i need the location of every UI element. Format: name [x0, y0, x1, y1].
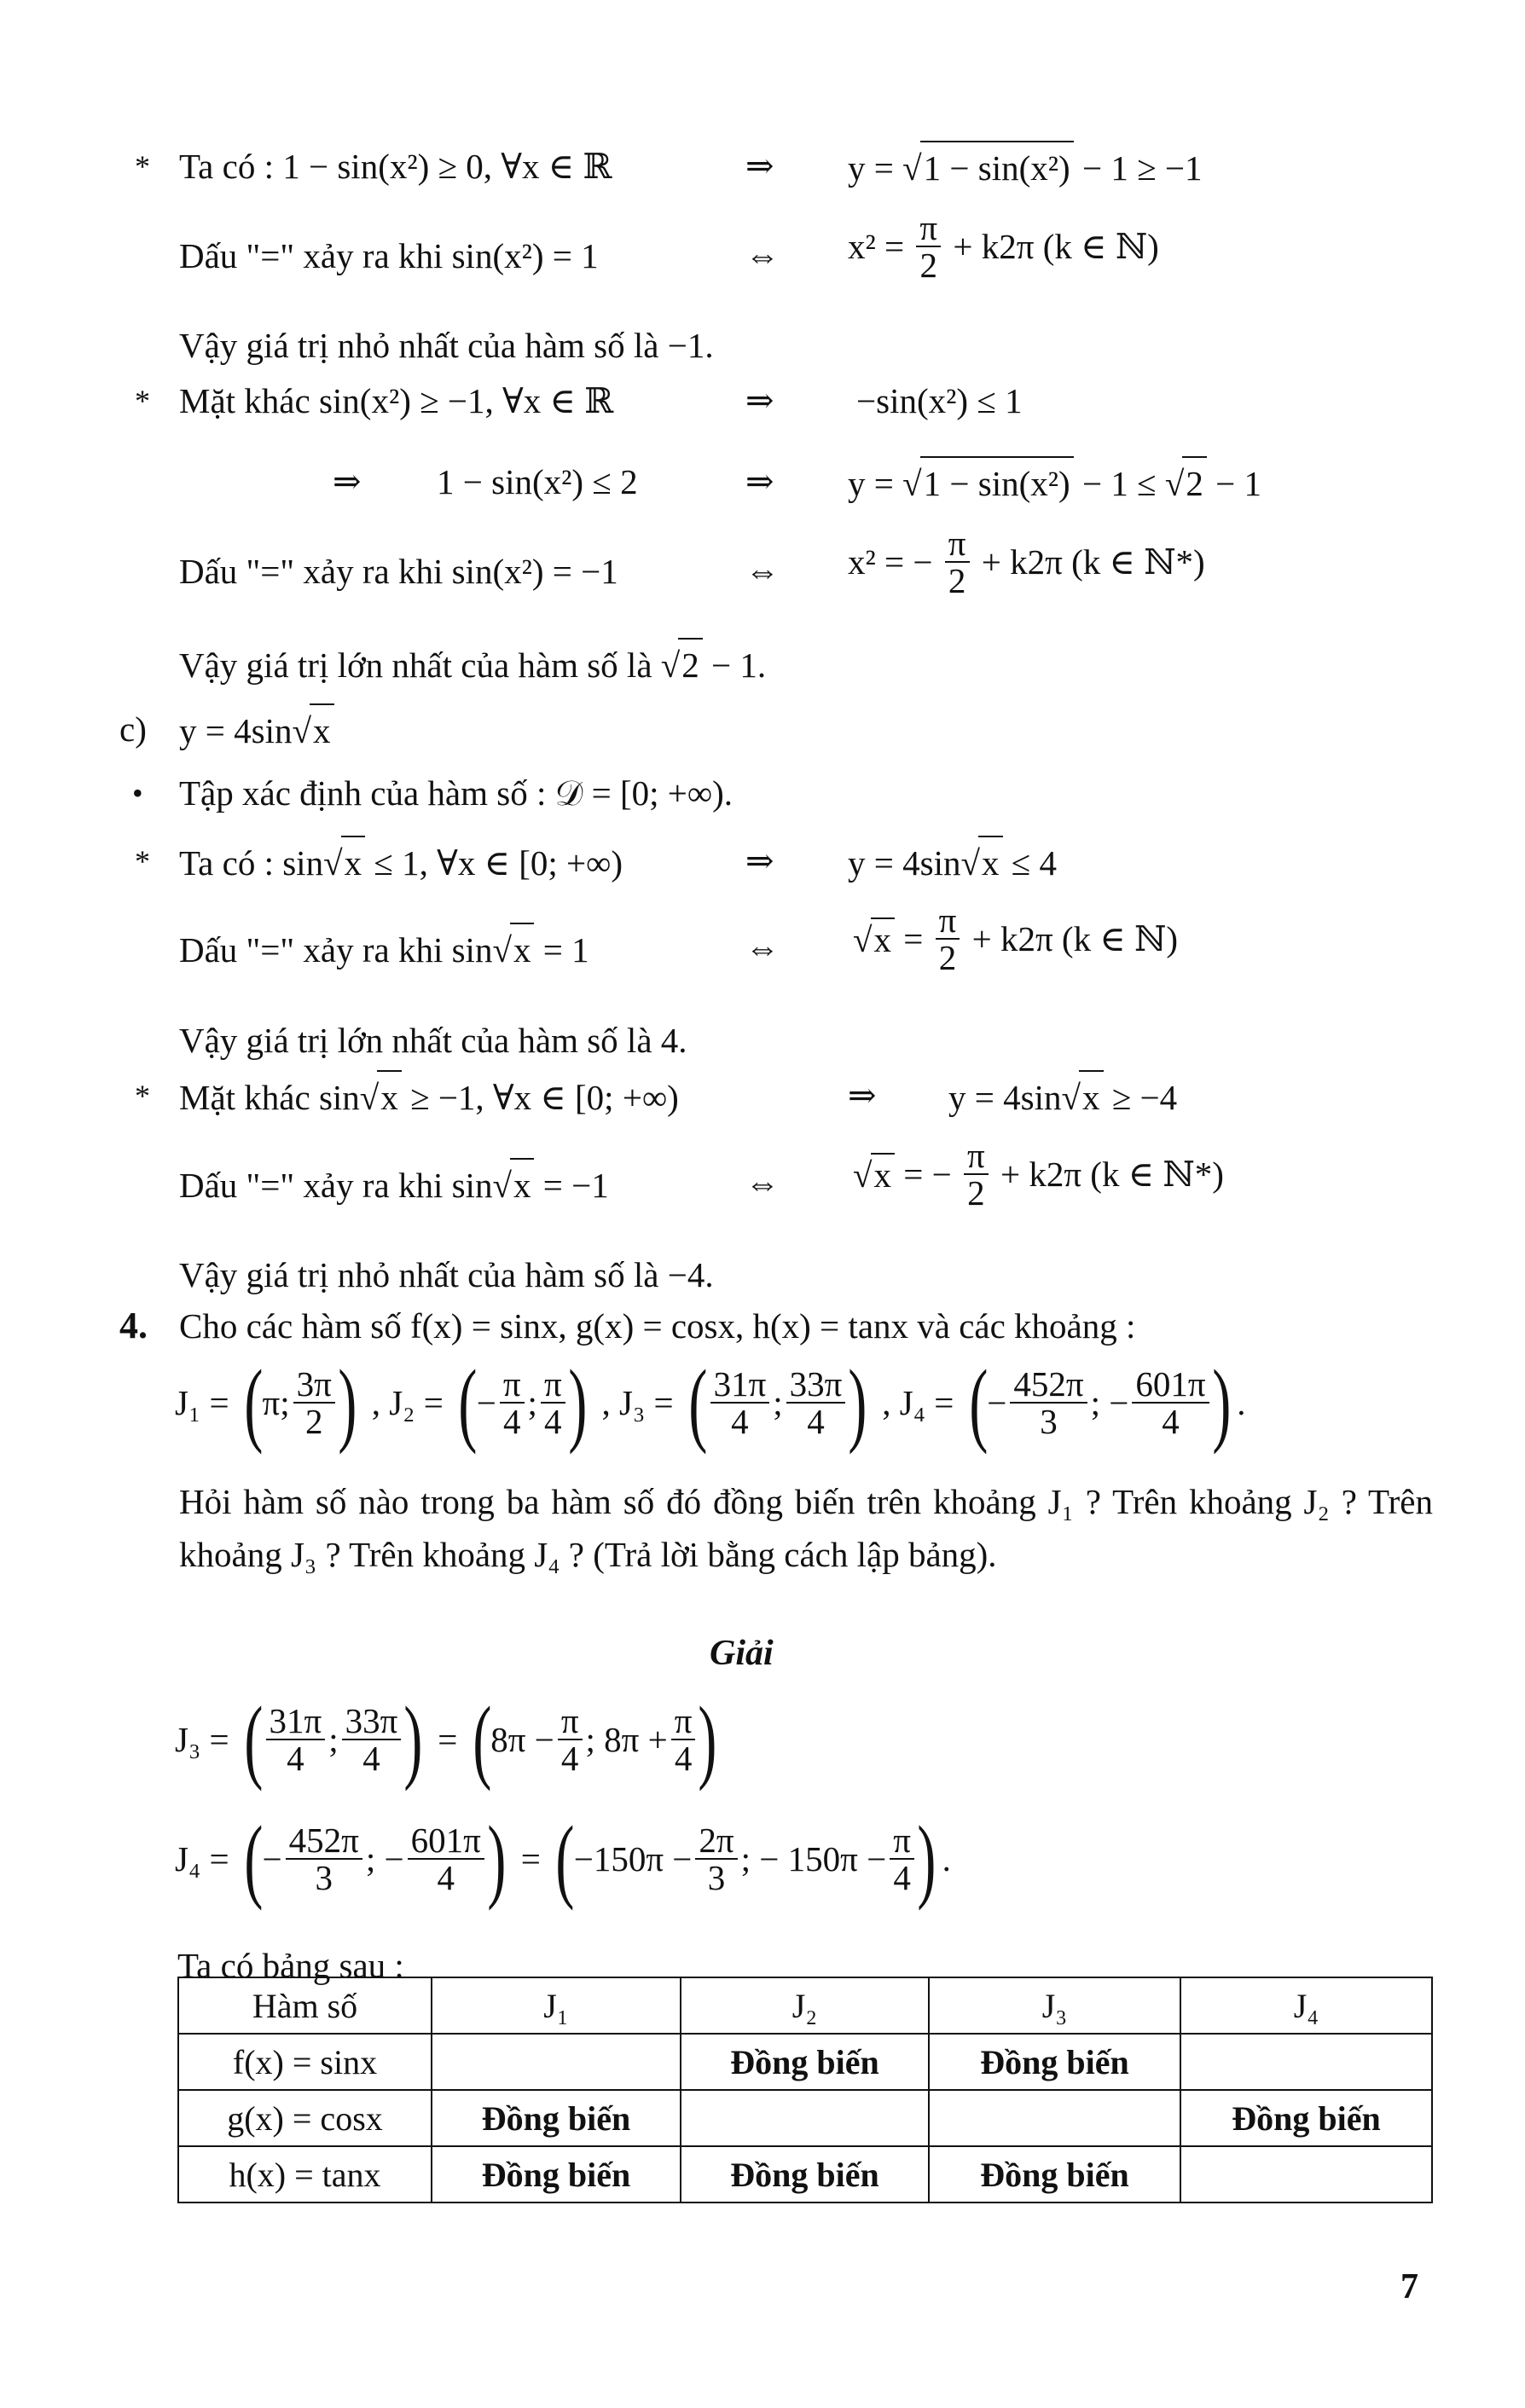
fraction: $\frac{\pi}{4}$: [500, 1366, 525, 1439]
sqrt-radicand: 2: [1182, 456, 1207, 509]
sqrt-radicand: x: [310, 703, 334, 756]
j3-equation: J₃ = ( $\frac{31\pi}{4}$ ; $\frac{33\pi}{4}$ ) = (8π − $\frac{\pi}{4}$ ; 8π + $\frac{\pi}{4}$ ): [175, 1687, 717, 1792]
expression: y = √1 − sin(x²) − 1 ≥ −1: [848, 141, 1202, 194]
expression: 1 − sin(x²) ≤ 2: [437, 462, 638, 501]
table-header-row: [178, 1977, 1432, 2034]
table-cell: Đồng biến: [432, 2146, 681, 2203]
equivalent-arrow: ⇔: [745, 552, 780, 590]
table-cell: Đồng biến: [1180, 2090, 1432, 2146]
j4-equation: J₄ = (− $\frac{452\pi}{3}$ ; − $\frac{601\pi}{4}$ ) = (−150π − $\frac{2\pi}{3}$ ; − 150π − $\frac{\pi}{4}$ ) .: [175, 1807, 951, 1911]
fraction: $\frac{33\pi}{4}$: [342, 1703, 402, 1776]
table-cell: Đồng biến: [681, 2146, 929, 2203]
equivalent-arrow: ⇔: [745, 1164, 780, 1202]
header-cell: J₄: [1180, 1977, 1432, 2034]
monotonicity-table: [177, 1977, 1433, 2203]
fraction: $\frac{601\pi}{4}$: [1132, 1366, 1209, 1439]
dot-bullet: •: [132, 776, 143, 810]
sqrt-radicand: x: [1079, 1070, 1104, 1123]
fraction: $\frac{\pi}{4}$: [558, 1703, 583, 1776]
sqrt-radicand: x: [871, 1153, 896, 1195]
intervals-definition: J₁ = (π; $\frac{3\pi}{2}$ ) , J₂ = (− $\frac{\pi}{4}$ ; $\frac{\pi}{4}$ ) , J₃ = ( $\frac{31\pi}{4}$ ; $\frac{33\pi}{4}$ ) , J₄ = (− $\frac{452\pi}{3}$ ; − $\frac{601\pi}{4}$ ) .: [175, 1351, 1246, 1455]
page-number: 7: [1400, 2267, 1418, 2307]
text: Dấu "=" xảy ra khi sin√x = 1: [179, 923, 589, 975]
sqrt-radicand: x: [510, 1158, 535, 1211]
fraction: $\frac{601\pi}{4}$: [408, 1822, 484, 1896]
table-cell: [432, 2034, 681, 2090]
header-cell: J₃: [929, 1977, 1180, 2034]
sqrt-radicand: x: [341, 836, 366, 889]
expression: −sin(x²) ≤ 1: [856, 381, 1023, 420]
header-cell: J₁: [432, 1977, 681, 2034]
fraction: $\frac{33\pi}{4}$: [786, 1366, 846, 1439]
implies-arrow: ⇒: [745, 842, 774, 880]
sqrt-radicand: 1 − sin(x²): [920, 456, 1074, 509]
function-cell: h(x) = tanx: [178, 2146, 432, 2203]
fraction: $\frac{\pi}{2}$: [964, 1137, 989, 1211]
fraction: $\frac{\pi}{4}$: [541, 1366, 565, 1439]
fraction: $\frac{452\pi}{3}$: [286, 1822, 362, 1896]
header-cell: Hàm số: [178, 1977, 432, 2034]
sqrt-radicand: 2: [678, 638, 703, 691]
implies-arrow: ⇒: [745, 147, 774, 185]
asterisk-bullet: *: [135, 384, 150, 418]
sqrt-radicand: x: [871, 917, 896, 960]
fraction: $\frac{2\pi}{3}$: [695, 1822, 737, 1896]
table-cell: [1180, 2146, 1432, 2203]
fraction: $\frac{\pi}{2}$: [945, 525, 970, 599]
equivalent-arrow: ⇔: [745, 236, 780, 275]
implies-arrow: ⇒: [333, 462, 362, 501]
text: Dấu "=" xảy ra khi sin(x²) = 1: [179, 236, 599, 275]
table-cell: [681, 2090, 929, 2146]
fraction: $\frac{31\pi}{4}$: [710, 1366, 770, 1439]
fraction: $\frac{452\pi}{3}$: [1010, 1366, 1087, 1439]
table-cell: [929, 2090, 1180, 2146]
asterisk-bullet: *: [135, 1079, 150, 1113]
expression: y = 4sin√x ≤ 4: [848, 836, 1057, 889]
table-intro: Ta có bảng sau :: [177, 1946, 404, 1985]
fraction: $\frac{3\pi}{2}$: [293, 1366, 335, 1439]
text: Dấu "=" xảy ra khi sin√x = −1: [179, 1158, 609, 1211]
fraction: $\frac{\pi}{2}$: [916, 210, 941, 283]
implies-arrow: ⇒: [848, 1076, 877, 1114]
sqrt-radicand: x: [377, 1070, 402, 1123]
function-cell: f(x) = sinx: [178, 2034, 432, 2090]
conclusion-text: Vậy giá trị lớn nhất của hàm số là 4.: [179, 1021, 687, 1060]
question-paragraph: Hỏi hàm số nào trong ba hàm số đó đồng biến trên khoảng J₁ ? Trên khoảng J₂ ? Trên khoảng J₃ ? Trên khoảng J₄ ? (Trả lời bằng cách lập bảng).: [179, 1482, 1433, 1574]
function-cell: g(x) = cosx: [178, 2090, 432, 2146]
table-row: [178, 2090, 1432, 2146]
implies-arrow: ⇒: [745, 462, 774, 501]
expression: y = 4sin√x ≥ −4: [948, 1070, 1177, 1123]
function-definition: y = 4sin√x: [179, 703, 334, 756]
problem-number: 4.: [119, 1305, 148, 1346]
domain-text: Tập xác định của hàm số : 𝒟 = [0; +∞).: [179, 773, 733, 813]
fraction: $\frac{\pi}{2}$: [936, 902, 960, 975]
table-cell: Đồng biến: [432, 2090, 681, 2146]
expression: √x = $\frac{\pi}{2}$ + k2π (k ∈ ℕ): [853, 900, 1179, 977]
expression: x² = − $\frac{\pi}{2}$ + k2π (k ∈ ℕ*): [848, 524, 1205, 600]
sqrt-radicand: x: [978, 836, 1003, 889]
asterisk-bullet: *: [135, 844, 150, 878]
equivalent-arrow: ⇔: [745, 929, 780, 967]
table-row: [178, 2034, 1432, 2090]
solution-heading: Giải: [710, 1634, 774, 1673]
text: Ta có : sin√x ≤ 1, ∀x ∈ [0; +∞): [179, 836, 623, 889]
expression: x² = $\frac{\pi}{2}$ + k2π (k ∈ ℕ): [848, 208, 1159, 285]
implies-arrow: ⇒: [745, 381, 774, 420]
sqrt-radicand: 1 − sin(x²): [920, 141, 1074, 194]
header-cell: J₂: [681, 1977, 929, 2034]
conclusion-text: Vậy giá trị nhỏ nhất của hàm số là −4.: [179, 1255, 714, 1294]
text: Mặt khác sin(x²) ≥ −1, ∀x ∈ ℝ: [179, 381, 614, 420]
table-cell: Đồng biến: [929, 2146, 1180, 2203]
table-row: [178, 2146, 1432, 2203]
conclusion-text: Vậy giá trị nhỏ nhất của hàm số là −1.: [179, 326, 714, 365]
fraction: $\frac{\pi}{4}$: [890, 1822, 914, 1896]
text: Dấu "=" xảy ra khi sin(x²) = −1: [179, 552, 618, 591]
table-cell: Đồng biến: [929, 2034, 1180, 2090]
fraction: $\frac{\pi}{4}$: [671, 1703, 696, 1776]
table-cell: Đồng biến: [681, 2034, 929, 2090]
expression: √x = − $\frac{\pi}{2}$ + k2π (k ∈ ℕ*): [853, 1136, 1224, 1213]
item-label: c): [119, 709, 147, 749]
expression: y = √1 − sin(x²) − 1 ≤ √2 − 1: [848, 456, 1261, 509]
text: Ta có : 1 − sin(x²) ≥ 0, ∀x ∈ ℝ: [179, 147, 612, 186]
conclusion-text: Vậy giá trị lớn nhất của hàm số là √2 − 1.: [179, 638, 766, 691]
sqrt-radicand: x: [510, 923, 535, 975]
statement-text: Cho các hàm số f(x) = sinx, g(x) = cosx, h(x) = tanx và các khoảng :: [179, 1306, 1136, 1346]
fraction: $\frac{31\pi}{4}$: [266, 1703, 326, 1776]
text: Mặt khác sin√x ≥ −1, ∀x ∈ [0; +∞): [179, 1070, 679, 1123]
asterisk-bullet: *: [135, 149, 150, 183]
table-cell: [1180, 2034, 1432, 2090]
